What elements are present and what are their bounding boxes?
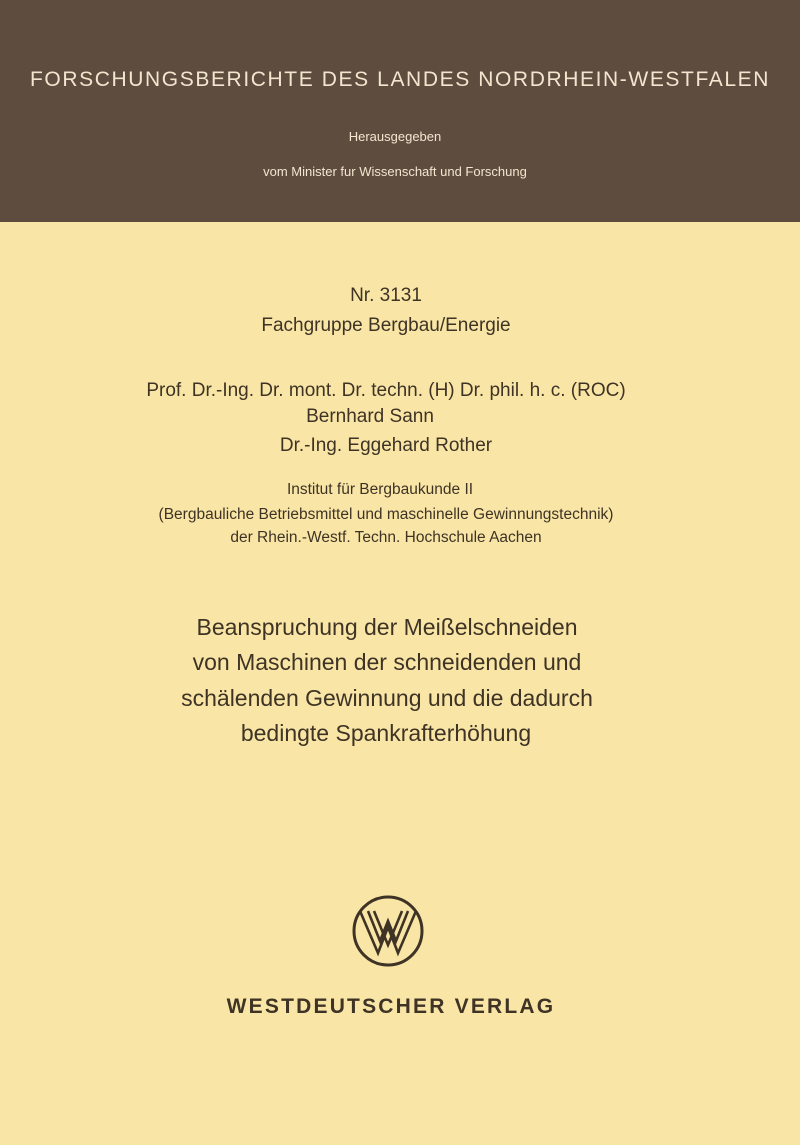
series-title: FORSCHUNGSBERICHTE DES LANDES NORDRHEIN-WESTFALEN: [30, 68, 770, 91]
institute-line-2: (Bergbauliche Betriebsmittel und maschinelle Gewinnungstechnik): [158, 506, 614, 523]
institute-line-3: der Rhein.-Westf. Techn. Hochschule Aachen: [230, 529, 542, 546]
author-name-2: Dr.-Ing. Eggehard Rother: [279, 435, 493, 456]
editor-name: vom Minister fur Wissenschaft und Forschung: [263, 164, 527, 179]
subject-group: Fachgruppe Bergbau/Energie: [261, 315, 511, 336]
author-credentials: Prof. Dr.-Ing. Dr. mont. Dr. techn. (H) Dr. phil. h. c. (ROC): [146, 380, 626, 401]
report-title-line-4: bedingte Spankrafterhöhung: [240, 720, 532, 746]
wv-monogram-icon: [350, 893, 426, 969]
author-name-1: Bernhard Sann: [306, 406, 434, 427]
issue-number: Nr. 3131: [350, 285, 422, 306]
institute-line-1: Institut für Bergbaukunde II: [286, 481, 474, 498]
report-title-line-2: von Maschinen der schneidenden und: [192, 649, 582, 675]
publisher-name: WESTDEUTSCHER VERLAG: [226, 995, 556, 1018]
series-header-band: [0, 0, 800, 222]
report-title-line-1: Beanspruchung der Meißelschneiden: [196, 614, 578, 640]
report-title-line-3: schälenden Gewinnung und die dadurch: [181, 685, 593, 711]
editor-label: Herausgegeben: [348, 129, 442, 144]
